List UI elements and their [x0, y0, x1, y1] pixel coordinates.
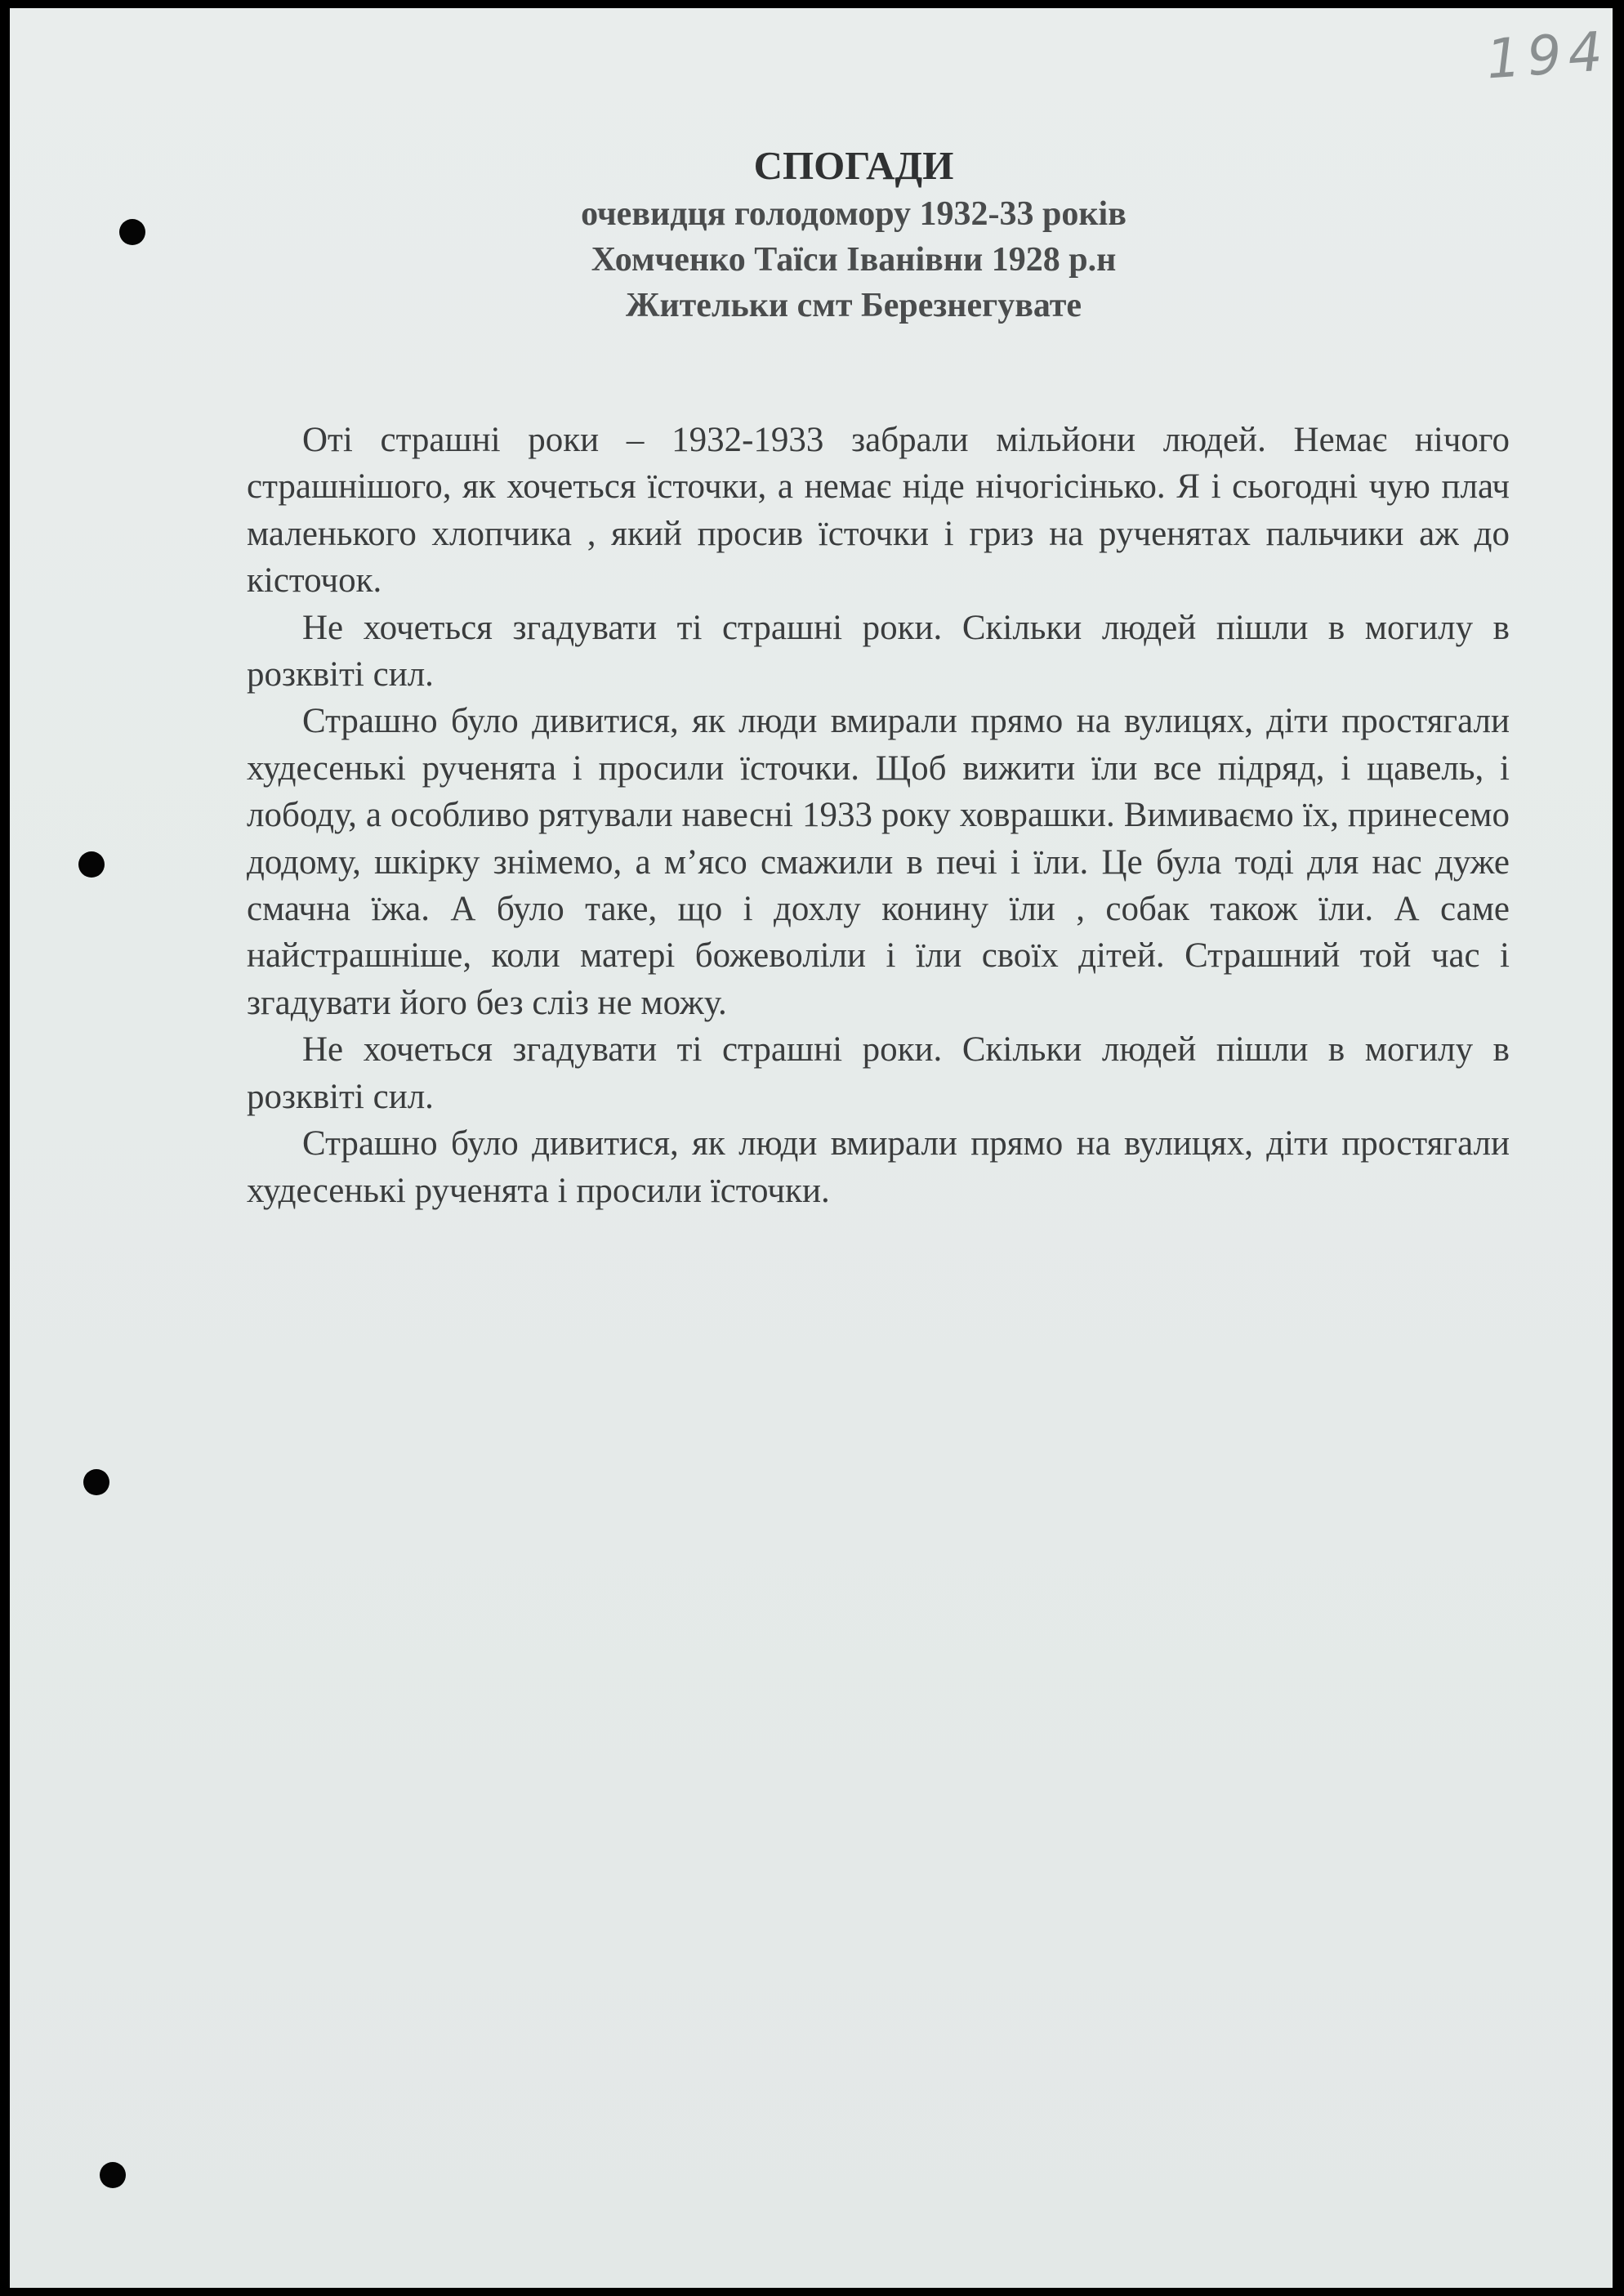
- document-title: СПОГАДИ: [753, 143, 954, 188]
- paragraph: Не хочеться згадувати ті страшні роки. Скільки людей пішли в могилу в розквіті сил.: [247, 608, 1510, 695]
- title-block: [10, 141, 1613, 328]
- punch-hole: [83, 1469, 109, 1495]
- paragraph: Страшно було дивитися, як люди вмирали прямо на вулицях, діти простягали худесенькі рученята і просили їсточки.: [247, 1124, 1510, 1210]
- paragraph: Страшно було дивитися, як люди вмирали прямо на вулицях, діти простягали худесенькі рученята і просили їсточки. Щоб вижити їли все підряд, і щавель, і лободу, а особливо рятували навесні 1933 року ховрашки. Вимиваємо їх, принесемо додому, шкірку знімемо, а м’ясо смажили в печі і їли. Це була тоді для нас дуже смачна їжа. А було таке, що і дохлу конину їли , собак також їли. А саме найстрашніше, коли матері божеволіли і їли своїх дітей. Страшний той час і згадувати його без сліз не можу.: [247, 702, 1510, 1022]
- document-page: [10, 8, 1613, 2288]
- paragraph: Оті страшні роки – 1932-1933 забрали мільйони людей. Немає нічого страшнішого, як хочеться їсточки, а немає ніде нічогісінько. Я і сьогодні чую плач маленького хлопчика , який просив їсточки і гриз на рученятах пальчики аж до кісточок.: [247, 421, 1510, 601]
- punch-hole: [78, 851, 105, 878]
- witness-residence: Жительки смт Березнегувате: [625, 287, 1082, 324]
- punch-hole: [100, 2162, 126, 2188]
- page-number: 194: [1484, 20, 1612, 92]
- witness-name: Хомченко Таїси Іванівни 1928 р.н: [591, 241, 1117, 279]
- document-subtitle: очевидця голодомору 1932-33 років: [581, 195, 1127, 233]
- paragraph: Не хочеться згадувати ті страшні роки. Скільки людей пішли в могилу в розквіті сил.: [247, 1030, 1510, 1116]
- memoir-text: [247, 417, 1510, 1214]
